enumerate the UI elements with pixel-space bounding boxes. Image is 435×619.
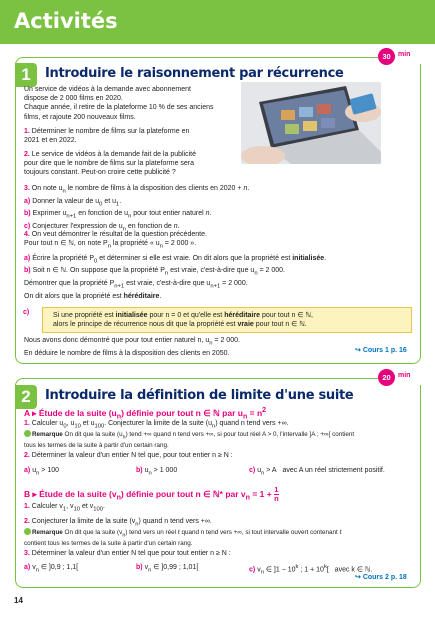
act1-conclusion: Nous avons donc démontré que pour tout entier naturel n, $u_n = 2$ 000. En déduire le nombre de films à la disposition des clients en 2050. [24,337,240,357]
timer-unit: min [398,51,411,58]
section-b-title: B ▸ Étude de la suite $(v_n)$ définie pour tout n ∈ ℕ* par $v_n = 1$ + $\frac{1}{n}$ [24,485,279,503]
timer-value: 20 [378,369,395,386]
act2-b1: 1. Calculer $v_1$, $v_{10}$ et $v_{100}$. [24,503,105,513]
cours-2-link[interactable]: ↪ Cours 2 p. 18 [355,574,407,581]
act1-q3: 3. On note $u_n$ le nombre de films à la disposition des clients en 2020 + n. a) Donner la valeur de $u_0$ et $u_1$. b) Exprimer $u_{n+1}$ en fonction de $u_n$ pour tout entier naturel n. c) Conjecturer l'expression de $u_n$ en fonction de n. [24,185,250,233]
remark-icon [24,430,31,437]
activity-number: 2 [15,385,37,409]
recurrence-principle-box: c) Si une propriété est initialisée pour n = 0 et qu'elle est héréditaire pour tout n ∈ ℕ, alors le principe de récurrence nous dit que la propriété est vraie pour tout n ∈ ℕ. [42,307,412,333]
activity-number: 1 [15,63,37,87]
activity-title: Introduire le raisonnement par récurrence [45,66,344,81]
section-a-title: A ▸ Étude de la suite $(u_n)$ définie pour tout n ∈ ℕ par $u_n = n^2$ [24,406,267,421]
act1-q1: 1. Déterminer le nombre de films sur la plateforme en 2021 et en 2022. [24,128,190,145]
laptop-photo [241,82,381,164]
timer-badge [378,50,424,64]
act1-intro: Un service de vidéos à la demande avec abonnement dispose de 2 000 films en 2020. Chaque année, il retire de la plateforme 10 % de ses anciens films, et rajoute 200 nouveaux films. [24,86,214,121]
remark-b: Remarque On dit que la suite $(v_n)$ tend vers un réel ℓ quand n tend vers +∞, si tout intervalle ouvert contenant ℓ contient tous les termes de la suite à partir d'un certain rang. [24,529,342,547]
act2-a2: 2. Déterminer la valeur d'un entier N tel que, pour tout entier n ≥ N : [24,452,233,459]
timer-badge [378,371,424,385]
remark-icon [24,528,31,535]
q4c-label: c) [23,309,30,316]
activity-title: Introduire la définition de limite d'une suite [45,388,354,403]
timer-unit: min [398,372,411,379]
act1-q4: 4. On veut démontrer le résultat de la question précédente. Pour tout n ∈ ℕ, on note $P_n$ la propriété « $u_n = 2$ 000 ». a) Écrire la propriété $P_0$ et déterminer si elle est vraie. On dit alors que la propriété est initialisée. b) Soit n ∈ ℕ. On suppose que la propriété $P_n$ est vraie, c'est-à-dire que $u_n = 2$ 000. Démontrer que la propriété $P_{n+1}$ est vraie, c'est-à-dire que $u_{n+1} = 2$ 000. On dit alors que la propriété est héréditaire. [24,231,327,300]
remark-a: Remarque On dit que la suite $(u_n)$ tend +∞ quand n tend vers +∞, si pour tout réel A > 0, l'intervalle ]A ; +∞[ contient tous les termes de la suite à partir d'un certain rang. [24,431,355,449]
cours-1-link[interactable]: ↪ Cours 1 p. 16 [355,347,407,354]
act2-a1: 1. Calculer $u_0$, $u_{10}$ et $u_{100}$. Conjecturer la limite de la suite $(u_n)$ quand n tend vers +∞. [24,420,289,430]
page-number: 14 [14,596,23,605]
act2-b2: 2. Conjecturer la limite de la suite $(v_n)$ quand n tend vers +∞. [24,518,212,528]
act2-b3: 3. Déterminer la valeur d'un entier N tel que pour tout entier n ≥ N : [24,550,231,557]
timer-value: 30 [378,48,395,65]
page-header [0,0,435,44]
act1-q2: 2. Le service de vidéos à la demande fait de la publicité pour dire que le nombre de films sur la plateforme sera toujours constant. Peut-on croire cette publicité ? [24,151,197,177]
page-header-title: Activités [14,9,118,33]
